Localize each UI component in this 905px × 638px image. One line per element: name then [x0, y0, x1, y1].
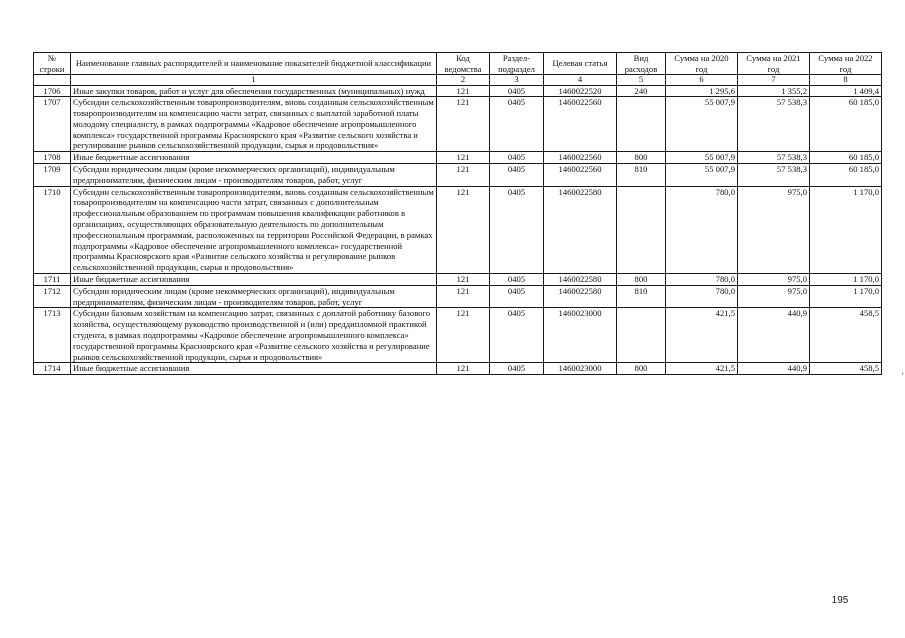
sum-2020-cell: 55 007,9: [666, 152, 738, 164]
vedomstvo-cell: 121: [437, 85, 490, 97]
vid-cell: [617, 97, 666, 152]
row-number-cell: 1707: [34, 97, 71, 152]
sum-2021-cell: 440,9: [738, 363, 810, 375]
table-row: [34, 363, 882, 375]
razdel-cell: 0405: [490, 274, 544, 286]
column-number: 3: [490, 75, 544, 86]
statya-cell: 1460022560: [544, 97, 617, 152]
sum-2021-cell: 57 538,3: [738, 164, 810, 187]
table-header: [34, 53, 882, 86]
table-row: [34, 152, 882, 164]
row-name-cell: Субсидии юридическим лицам (кроме некоммерческих организаций), индивидуальным предпринимателям, физическим лицам - производителям товаров, работ, услуг: [71, 285, 437, 308]
sum-2020-cell: 780,0: [666, 186, 738, 273]
table-row: [34, 308, 882, 363]
sum-2021-cell: 57 538,3: [738, 97, 810, 152]
razdel-cell: 0405: [490, 186, 544, 273]
column-number-row: [34, 75, 882, 86]
vid-cell: [617, 308, 666, 363]
razdel-cell: 0405: [490, 308, 544, 363]
header-vid: Вид расходов: [617, 53, 666, 75]
column-number: 1: [71, 75, 437, 86]
sum-2021-cell: 440,9: [738, 308, 810, 363]
vid-cell: 810: [617, 285, 666, 308]
table-row: [34, 285, 882, 308]
header-sum-2021: Сумма на 2021 год: [738, 53, 810, 75]
column-number: 5: [617, 75, 666, 86]
vedomstvo-cell: 121: [437, 308, 490, 363]
sum-2021-cell: 975,0: [738, 186, 810, 273]
sum-2020-cell: 55 007,9: [666, 97, 738, 152]
vedomstvo-cell: 121: [437, 363, 490, 375]
razdel-cell: 0405: [490, 85, 544, 97]
statya-cell: 1460023000: [544, 363, 617, 375]
row-number-cell: 1711: [34, 274, 71, 286]
vid-cell: 240: [617, 85, 666, 97]
row-name-cell: Субсидии сельскохозяйственным товаропроизводителям, вновь созданным сельскохозяйственным товаропроизводителям на компенсацию части затрат, связанных с дополнительным профессиональным образованием по программам повышения квалификации работников в организациях, осуществляющих образовательную деятельность по дополнительным профессиональным программам, расположенных на территории Российской Федерации, в рамках подпрограммы «Кадровое обеспечение агропромышленного комплекса» государственной программы Красноярского края «Развитие сельского хозяйства и регулирование рынков сельскохозяйственной продукции, сырья и продовольствия»: [71, 186, 437, 273]
vid-cell: 800: [617, 363, 666, 375]
vedomstvo-cell: 121: [437, 274, 490, 286]
vedomstvo-cell: 121: [437, 97, 490, 152]
sum-2022-cell: 60 185,0: [810, 152, 882, 164]
row-number-cell: 1709: [34, 164, 71, 187]
column-number: 4: [544, 75, 617, 86]
statya-cell: 1460022520: [544, 85, 617, 97]
sum-2022-cell: 1 170,0: [810, 186, 882, 273]
vedomstvo-cell: 121: [437, 186, 490, 273]
table-row: [34, 186, 882, 273]
header-row-number: № строки: [34, 53, 71, 75]
statya-cell: 1460023000: [544, 308, 617, 363]
razdel-cell: 0405: [490, 152, 544, 164]
sum-2021-cell: 975,0: [738, 285, 810, 308]
sum-2021-cell: 975,0: [738, 274, 810, 286]
sum-2022-cell: 458,5: [810, 363, 882, 375]
table-row: [34, 97, 882, 152]
column-number: 7: [738, 75, 810, 86]
vid-cell: 810: [617, 164, 666, 187]
sum-2020-cell: 421,5: [666, 363, 738, 375]
sum-2020-cell: 421,5: [666, 308, 738, 363]
row-name-cell: Субсидии сельскохозяйственным товаропроизводителям, вновь созданным сельскохозяйственным товаропроизводителям на компенсацию части затрат, связанных с выплатой заработной платы молодому специалисту, в рамках подпрограммы «Кадровое обеспечение агропромышленного комплекса» государственной программы Красноярского края «Развитие сельского хозяйства и регулирование рынков сельскохозяйственной продукции, сырья и продовольствия»: [71, 97, 437, 152]
sum-2021-cell: 1 355,2: [738, 85, 810, 97]
sum-2021-cell: 57 538,3: [738, 152, 810, 164]
page-number: 195: [831, 595, 849, 606]
row-number-cell: 1714: [34, 363, 71, 375]
sum-2022-cell: 1 170,0: [810, 285, 882, 308]
row-number-cell: 1708: [34, 152, 71, 164]
vid-cell: 800: [617, 274, 666, 286]
row-number-cell: 1710: [34, 186, 71, 273]
column-number: [34, 75, 71, 86]
row-number-cell: 1706: [34, 85, 71, 97]
sum-2022-cell: 60 185,0: [810, 97, 882, 152]
table-body: [34, 85, 882, 375]
vedomstvo-cell: 121: [437, 152, 490, 164]
vedomstvo-cell: 121: [437, 164, 490, 187]
table-row: [34, 164, 882, 187]
row-name-cell: Иные бюджетные ассигнования: [71, 363, 437, 375]
sum-2020-cell: 780,0: [666, 285, 738, 308]
statya-cell: 1460022580: [544, 274, 617, 286]
header-statya: Целевая статья: [544, 53, 617, 75]
header-vedomstvo: Код ведомства: [437, 53, 490, 75]
row-name-cell: Субсидии базовым хозяйствам на компенсацию затрат, связанных с доплатой работнику базового хозяйства, осуществляющему руководство производственной и (или) преддипломной практикой студента, в рамках подпрограммы «Кадровое обеспечение агропромышленного комплекса» государственной программы Красноярского края «Развитие сельского хозяйства и регулирование рынков сельскохозяйственной продукции, сырья и продовольствия»: [71, 308, 437, 363]
sum-2020-cell: 55 007,9: [666, 164, 738, 187]
vid-cell: [617, 186, 666, 273]
scan-edge-mark: [902, 372, 903, 375]
statya-cell: 1460022560: [544, 152, 617, 164]
statya-cell: 1460022560: [544, 164, 617, 187]
razdel-cell: 0405: [490, 363, 544, 375]
sum-2022-cell: 458,5: [810, 308, 882, 363]
sum-2022-cell: 1 170,0: [810, 274, 882, 286]
column-number: 8: [810, 75, 882, 86]
row-name-cell: Иные бюджетные ассигнования: [71, 152, 437, 164]
row-name-cell: Иные закупки товаров, работ и услуг для обеспечения государственных (муниципальных) нужд: [71, 85, 437, 97]
statya-cell: 1460022580: [544, 186, 617, 273]
row-number-cell: 1712: [34, 285, 71, 308]
sum-2022-cell: 60 185,0: [810, 164, 882, 187]
vid-cell: 800: [617, 152, 666, 164]
razdel-cell: 0405: [490, 164, 544, 187]
header-row: [34, 53, 882, 75]
razdel-cell: 0405: [490, 97, 544, 152]
table-row: [34, 85, 882, 97]
table-row: [34, 274, 882, 286]
row-number-cell: 1713: [34, 308, 71, 363]
row-name-cell: Иные бюджетные ассигнования: [71, 274, 437, 286]
sum-2020-cell: 1 295,6: [666, 85, 738, 97]
column-number: 2: [437, 75, 490, 86]
header-name: Наименование главных распорядителей и наименование показателей бюджетной классификации: [71, 53, 437, 75]
statya-cell: 1460022580: [544, 285, 617, 308]
razdel-cell: 0405: [490, 285, 544, 308]
column-number: 6: [666, 75, 738, 86]
header-sum-2020: Сумма на 2020 год: [666, 53, 738, 75]
budget-table: [33, 52, 882, 375]
sum-2020-cell: 780,0: [666, 274, 738, 286]
sum-2022-cell: 1 409,4: [810, 85, 882, 97]
header-sum-2022: Сумма на 2022 год: [810, 53, 882, 75]
header-razdel: Раздел-подраздел: [490, 53, 544, 75]
vedomstvo-cell: 121: [437, 285, 490, 308]
row-name-cell: Субсидии юридическим лицам (кроме некоммерческих организаций), индивидуальным предпринимателям, физическим лицам - производителям товаров, работ, услуг: [71, 164, 437, 187]
